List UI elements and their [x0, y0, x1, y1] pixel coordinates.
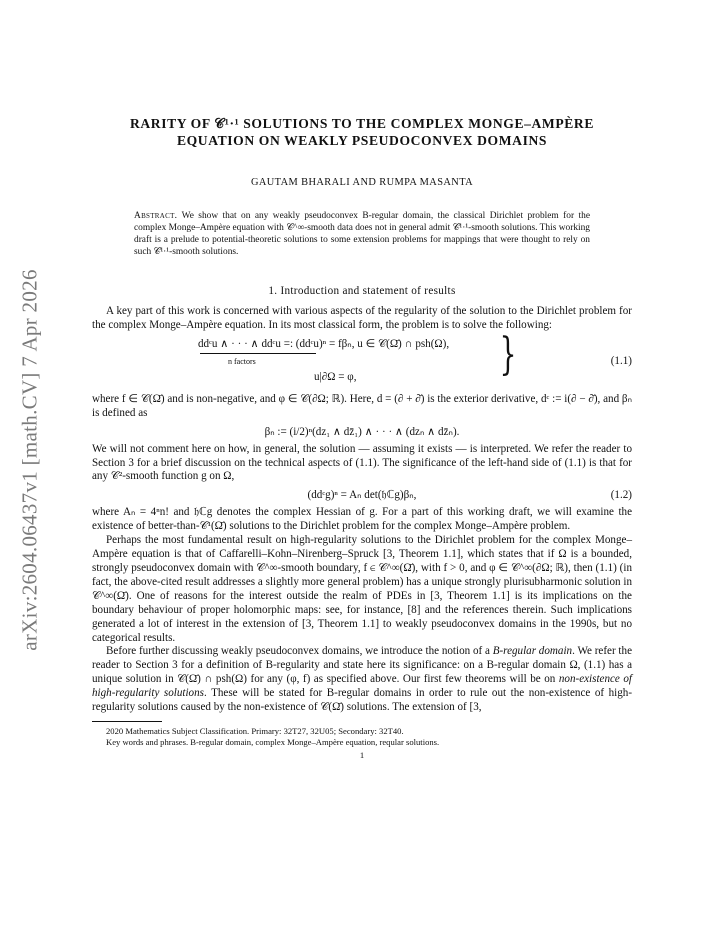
paper-title — [92, 115, 632, 149]
paragraph-6 — [92, 645, 632, 715]
equation-1-1-line-1: ddᶜu ∧ · · · ∧ ddᶜu =: (ddᶜu)ⁿ = fβₙ, u ∈ 𝒞(Ω̄) ∩ psh(Ω), — [198, 337, 450, 350]
footnote-keywords: Key words and phrases. B-regular domain, complex Monge–Ampère equation, reqular solutions. — [106, 736, 440, 747]
arxiv-identifier-stamp — [10, 260, 50, 660]
paragraph-6-part-c: . We refer the reader to Section 3 for a definition of B-regularity and state here its significance: on a B-regular domain Ω, (1.1) has a unique solution in 𝒞(Ω̄) ∩ psh(Ω) for any (φ, f) as specified above. Our first few theorems will be on — [92, 645, 632, 686]
page-number: 1 — [359, 749, 365, 760]
equation-beta — [92, 425, 632, 439]
abstract-body: We show that on any weakly pseudoconvex B-regular domain, the classical Dirichlet problem for the complex Monge–Ampère equation with 𝒞^∞-smooth data does not in general admit 𝒞¹·¹-smooth solutions. This working draft is a prelude to potential-theoretic solutions to some extension problems for mappings that were thought to rely on such 𝒞¹·¹-smooth solutions. — [134, 211, 590, 257]
paper-page — [92, 110, 632, 760]
equation-1-1 — [92, 328, 632, 391]
footnote-rule — [92, 721, 162, 722]
paragraph-1: A key part of this work is concerned with various aspects of the regularity of the solution to the Dirichlet problem for the complex Monge–Ampère equation. In its most classical form, the problem is to solve the following: — [92, 305, 632, 331]
section-title: 1. Introduction and statement of results — [268, 285, 456, 297]
equation-number-1-2: (1.2) — [610, 489, 632, 502]
n-factors-label: n factors — [228, 356, 256, 366]
title-line-1: RARITY OF 𝒞¹·¹ SOLUTIONS TO THE COMPLEX MONGE–AMPÈRE — [129, 116, 595, 131]
paragraph-3: We will not comment here on how, in general, the solution — assuming it exists — is interpreted. We refer the reader to Section 3 for a brief discussion on the technical aspects of (1.1). The significance of the left-hand side of (1.1) is that for any 𝒞²-smooth function g on Ω, — [92, 442, 632, 483]
equation-number-1-1: (1.1) — [610, 354, 632, 367]
equation-1-1-line-2: u|∂Ω = φ, — [314, 370, 357, 383]
abstract — [134, 210, 590, 258]
paragraph-6-part-e: . These will be stated for B-regular domains in order to rule out the non-existence of high-regularity solutions caused by the non-existence of 𝒞(Ω̄) solutions. The extension of [3, — [92, 687, 633, 714]
paragraph-6-term-nonexistence: non-existence of high-regularity solutions — [92, 673, 632, 700]
underbrace — [200, 353, 316, 354]
paper-authors: GAUTAM BHARALI AND RUMPA MASANTA — [250, 177, 474, 188]
paragraph-6-part-a: Before further discussing weakly pseudoconvex domains, we introduce the notion of a — [106, 645, 493, 658]
paragraph-6-term-b-regular: B-regular domain — [492, 645, 573, 658]
equation-1-2-text: (ddᶜg)ⁿ = Aₙ det(𝔥ℂg)βₙ, — [307, 489, 417, 502]
arxiv-identifier-text: arXiv:2604.06437v1 [math.CV] 7 Apr 2026 — [17, 269, 42, 651]
paragraph-5: Perhaps the most fundamental result on high-regularity solutions to the Dirichlet problem for the complex Monge–Ampère equation is that of Caffarelli–Kohn–Nirenberg–Spruck [3, Theorem 1.1], which states that if Ω is a bounded, strongly pseudoconvex domain with 𝒞^∞-smooth boundary, f ∈ 𝒞^∞(Ω̄), with f > 0, and φ ∈ 𝒞^∞(∂Ω; ℝ), then (1.1) (in fact, the above-cited result addresses a slightly more general problem) has a unique strongly plurisubharmonic solution in 𝒞^∞(Ω̄). One of reasons for the interest outside the realm of PDEs in [3, Theorem 1.1] is its implications on the boundary behaviour of proper holomorphic maps: see, for instance, [8] and the references therein. Such implications generated a lot of interest in the extension of [3, Theorem 1.1] to weakly pseudoconvex domains in the 1990s, but no categorical results. — [92, 534, 632, 644]
right-brace: } — [499, 328, 517, 380]
abstract-heading: Abstract. — [134, 211, 178, 221]
paragraph-2: where f ∈ 𝒞(Ω̄) and is non-negative, and φ ∈ 𝒞(∂Ω; ℝ). Here, d = (∂ + ∂̄) is the exterior derivative, dᶜ := i(∂ − ∂̄), and βₙ is defined as — [92, 392, 632, 419]
footnote-msc: 2020 Mathematics Subject Classification. Primary: 32T27, 32U05; Secondary: 32T40. — [106, 725, 404, 736]
equation-beta-text: βₙ := (i/2)ⁿ(dz₁ ∧ dz̄₁) ∧ · · · ∧ (dzₙ ∧ dz̄ₙ). — [264, 425, 460, 438]
equation-1-2 — [92, 488, 632, 502]
paragraph-4: where Aₙ = 4ⁿn! and 𝔥ℂg denotes the complex Hessian of g. For a part of this working draft, we will examine the existence of better-than-𝒞¹(Ω̄) solutions to the Dirichlet problem for the complex Monge–Ampère problem. — [92, 506, 632, 533]
title-line-2: EQUATION ON WEAKLY PSEUDOCONVEX DOMAINS — [176, 133, 548, 148]
